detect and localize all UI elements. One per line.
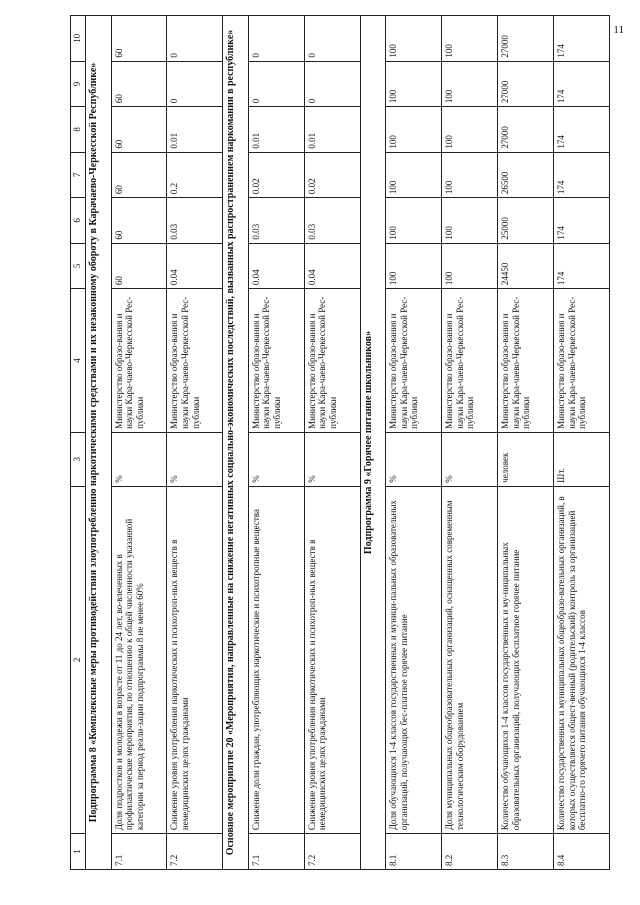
column-header: 4: [71, 289, 86, 433]
row-number-cell: 7.1: [248, 834, 304, 870]
value-cell: 0: [248, 61, 304, 107]
indicator-name-cell: Количество государственных и муниципальных общеобразо-вательных организаций, в которых осуществляется общест-венный (родительский) контроль за организацией бесплатно-го горячего питания обучающихся 1-4 классов: [553, 486, 609, 833]
row-number-cell: 8.1: [386, 834, 442, 870]
row-number-cell: 7.2: [167, 834, 223, 870]
value-cell: 174: [553, 16, 609, 62]
value-cell: 27000: [498, 61, 554, 107]
section-title: Подпрограмма 9 «Горячее питание школьников»: [360, 16, 386, 870]
section-header-row: [360, 16, 386, 870]
table-row: [167, 16, 223, 870]
value-cell: 60: [111, 152, 167, 198]
row-number-cell: 7.2: [304, 834, 360, 870]
value-cell: 0.03: [304, 198, 360, 244]
value-cell: 26500: [498, 152, 554, 198]
value-cell: 0.02: [248, 152, 304, 198]
indicator-name-cell: Снижение уровня употребления наркотических и психотроп-ных веществ в немедицинских целях гражданами: [304, 486, 360, 833]
value-cell: 0: [248, 16, 304, 62]
value-cell: 24450: [498, 243, 554, 289]
value-cell: 100: [386, 61, 442, 107]
value-cell: 100: [442, 107, 498, 153]
value-cell: 0.04: [167, 243, 223, 289]
value-cell: 27000: [498, 107, 554, 153]
indicator-name-cell: Доля подростков и молодежи в возрасте от 11 до 24 лет, во-влеченных в профилактические мероприятия, по отношению к общей численности указанной категории за период реали-зации подпрограммы 8 не менее 60%: [111, 486, 167, 833]
value-cell: 60: [111, 243, 167, 289]
indicator-name-cell: Снижение доли граждан, употребляющих наркотические и психотропные вещества: [248, 486, 304, 833]
value-cell: 0: [304, 61, 360, 107]
value-cell: 174: [553, 152, 609, 198]
column-header: 6: [71, 198, 86, 244]
value-cell: 0.03: [167, 198, 223, 244]
value-cell: 100: [442, 198, 498, 244]
value-cell: 60: [111, 107, 167, 153]
value-cell: 0.04: [248, 243, 304, 289]
responsible-cell: Министерство образо-вания и науки Кара-чаево-Черкесской Рес-публики: [442, 289, 498, 433]
unit-cell: Шт.: [553, 432, 609, 486]
value-cell: 0: [167, 61, 223, 107]
column-header: 5: [71, 243, 86, 289]
indicator-name-cell: Доля обучающихся 1-4 классов государственных и муници-пальных образовательных организаций, получающих бес-платное горячее питание: [386, 486, 442, 833]
unit-cell: человек: [498, 432, 554, 486]
column-header: 1: [71, 834, 86, 870]
value-cell: 100: [442, 16, 498, 62]
responsible-cell: Министерство образо-вания и науки Кара-чаево-Черкесской Рес-публики: [248, 289, 304, 433]
table-row: [386, 16, 442, 870]
unit-cell: %: [248, 432, 304, 486]
indicator-name-cell: Доля муниципальных общеобразовательных организаций, оснащенных современным технологическим оборудованием: [442, 486, 498, 833]
indicator-name-cell: Снижение уровня употребления наркотических и психотроп-ных веществ в немедицинских целях гражданами: [167, 486, 223, 833]
responsible-cell: Министерство образо-вания и науки Кара-чаево-Черкесской Рес-публики: [304, 289, 360, 433]
value-cell: 100: [386, 198, 442, 244]
value-cell: 174: [553, 61, 609, 107]
unit-cell: %: [304, 432, 360, 486]
value-cell: 0: [167, 16, 223, 62]
table-row: [553, 16, 609, 870]
table-row: [248, 16, 304, 870]
column-header: 10: [71, 16, 86, 62]
row-number-cell: 8.3: [498, 834, 554, 870]
value-cell: 174: [553, 198, 609, 244]
value-cell: 0.2: [167, 152, 223, 198]
value-cell: 100: [386, 107, 442, 153]
section-header-row: [223, 16, 249, 870]
table-row: [442, 16, 498, 870]
value-cell: 0.01: [248, 107, 304, 153]
row-number-cell: 8.2: [442, 834, 498, 870]
table-row: [498, 16, 554, 870]
value-cell: 0.03: [248, 198, 304, 244]
value-cell: 100: [442, 61, 498, 107]
table-row: [304, 16, 360, 870]
row-number-cell: 8.4: [553, 834, 609, 870]
value-cell: 100: [442, 152, 498, 198]
page-number: 11: [613, 24, 624, 36]
value-cell: 0.02: [304, 152, 360, 198]
indicator-name-cell: Количество обучающихся 1-4 классов государственных и му-ниципальных образовательных организаций, получающих бесплатное горячее питание: [498, 486, 554, 833]
section-title: Подпрограмма 8 «Комплексные меры противодействия злоупотреблению наркотическими средствами и их незаконному обороту в Карачаево-Черкесской Республике»: [86, 16, 112, 870]
header-row: [71, 16, 86, 870]
column-header: 2: [71, 486, 86, 833]
column-header: 9: [71, 61, 86, 107]
table-body: [71, 16, 610, 870]
unit-cell: %: [111, 432, 167, 486]
value-cell: 60: [111, 198, 167, 244]
section-header-row: [86, 16, 112, 870]
responsible-cell: Министерство образо-вания и науки Кара-чаево-Черкесской Рес-публики: [498, 289, 554, 433]
value-cell: 60: [111, 16, 167, 62]
value-cell: 0.01: [304, 107, 360, 153]
value-cell: 100: [386, 16, 442, 62]
value-cell: 0: [304, 16, 360, 62]
responsible-cell: Министерство образо-вания и науки Кара-чаево-Черкесской Рес-публики: [167, 289, 223, 433]
section-title: Основное мероприятие 20 «Мероприятия, направленные на снижение негативных социально-экономических последствий, вызванных распространением наркомании в республике»: [223, 16, 249, 870]
value-cell: 174: [553, 107, 609, 153]
value-cell: 0.04: [304, 243, 360, 289]
value-cell: 100: [386, 243, 442, 289]
column-header: 8: [71, 107, 86, 153]
value-cell: 25000: [498, 198, 554, 244]
unit-cell: %: [386, 432, 442, 486]
column-header: 7: [71, 152, 86, 198]
value-cell: 0.01: [167, 107, 223, 153]
responsible-cell: Министерство образо-вания и науки Кара-чаево-Черкесской Рес-публики: [553, 289, 609, 433]
responsible-cell: Министерство образо-вания и науки Кара-чаево-Черкесской Рес-публики: [111, 289, 167, 433]
row-number-cell: 7.1: [111, 834, 167, 870]
unit-cell: %: [442, 432, 498, 486]
value-cell: 174: [553, 243, 609, 289]
value-cell: 60: [111, 61, 167, 107]
column-header: 3: [71, 432, 86, 486]
table-row: [111, 16, 167, 870]
value-cell: 27000: [498, 16, 554, 62]
rotated-table-wrapper: [70, 15, 610, 870]
responsible-cell: Министерство образо-вания и науки Кара-чаево-Черкесской Рес-публики: [386, 289, 442, 433]
indicators-table: [70, 15, 610, 870]
value-cell: 100: [442, 243, 498, 289]
value-cell: 100: [386, 152, 442, 198]
unit-cell: %: [167, 432, 223, 486]
